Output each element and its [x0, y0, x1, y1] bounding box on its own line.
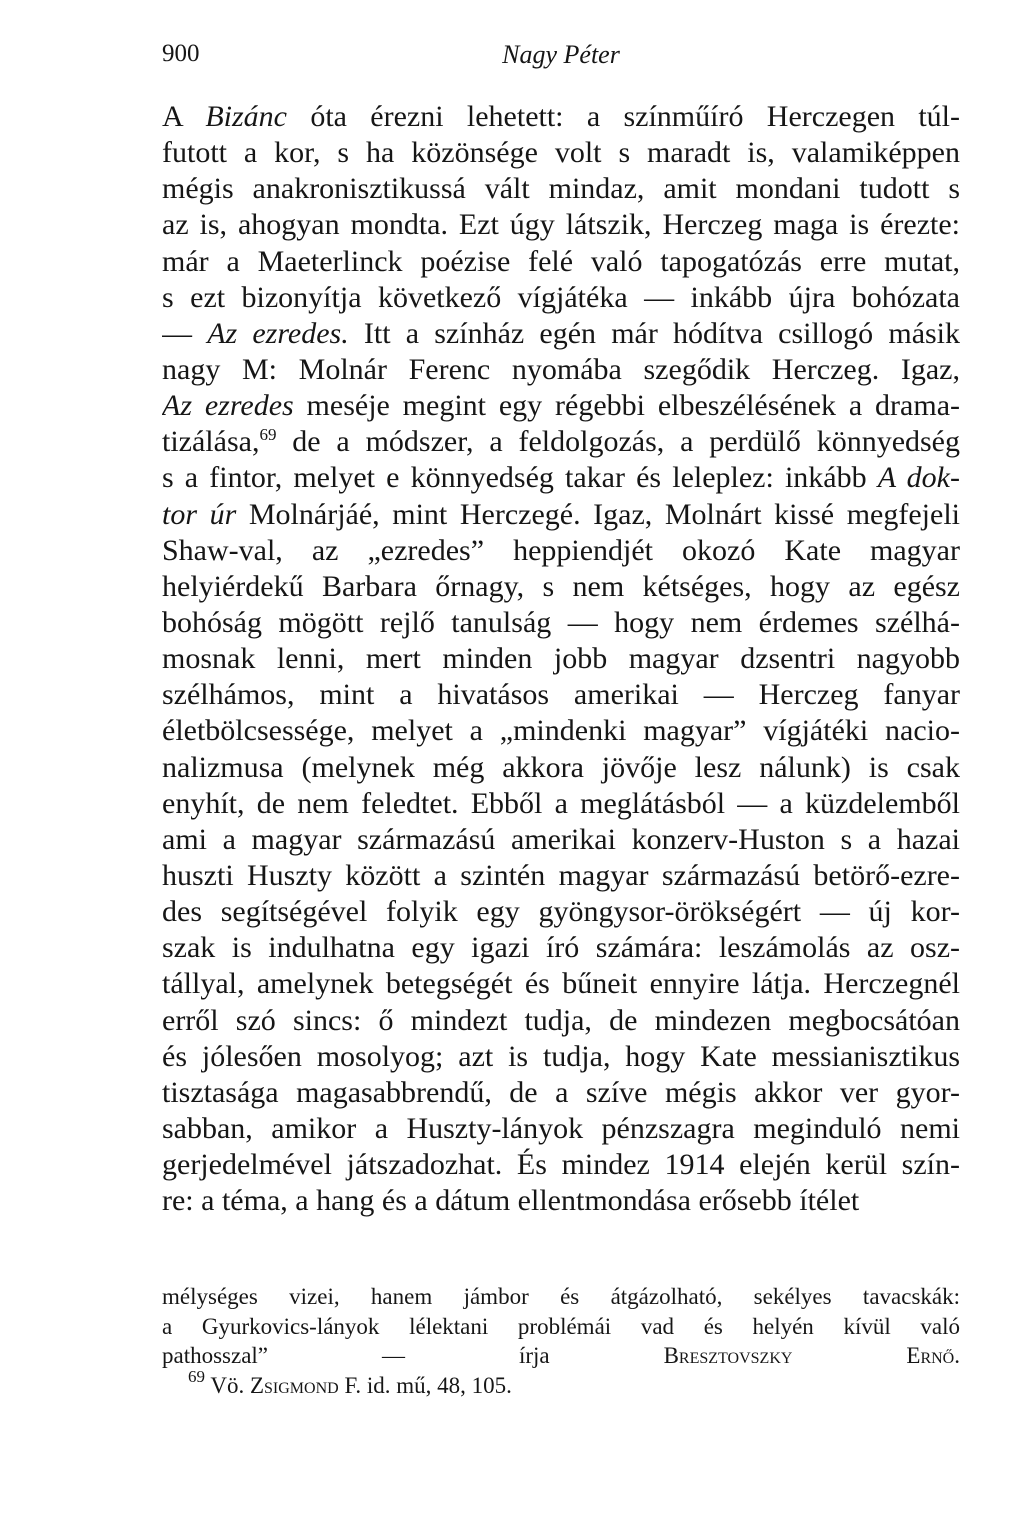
text-segment: bohóság mögött rejlő tanulság — hogy nem érdemes szélhá-	[162, 605, 960, 639]
text-line	[162, 569, 960, 605]
text-segment: s ezt bizonyítja következő vígjátéka — inkább újra bohózata	[162, 280, 960, 314]
running-head	[162, 40, 960, 76]
text-line	[162, 99, 960, 135]
text-segment: A	[162, 100, 206, 133]
text-line	[162, 244, 960, 280]
text-line	[162, 894, 960, 930]
text-line	[162, 1075, 960, 1111]
text-segment: de a módszer, a feldolgozás, a perdülő könnyedség	[276, 425, 960, 459]
body-text	[162, 99, 960, 1219]
text-line	[162, 533, 960, 569]
text-segment: helyiérdekű Barbara őrnagy, s nem kétséges, hogy az egész	[162, 569, 960, 603]
footnote-reference: 69	[259, 425, 277, 445]
text-line	[162, 605, 960, 641]
text-segment: tállyal, amelynek betegségét és bűneit ennyire látja. Herczegnél	[162, 967, 960, 1001]
text-segment: Bresztovszky Ernő	[663, 1343, 955, 1368]
text-segment: szélhámos, mint a hivatásos amerikai — Herczeg fanyar	[162, 678, 960, 712]
text-segment: nalizmusa (melynek még akkora jövője lesz nálunk) is csak	[162, 750, 960, 784]
text-segment: Zsigmond	[249, 1372, 339, 1398]
text-segment: tizálása,	[162, 425, 260, 459]
text-segment: már a Maeterlinck poézise felé való tapogatózás erre mutat,	[162, 244, 960, 278]
text-segment: .	[954, 1343, 960, 1368]
text-segment: Bizánc	[205, 100, 287, 133]
text-segment: Itt a színház egén már hódítva csillogó másik	[348, 316, 960, 350]
text-line	[162, 713, 960, 749]
text-segment: pathosszal” — írja	[162, 1343, 664, 1368]
text-segment: Az ezredes.	[207, 316, 349, 350]
text-segment: erről szó sincs: ő mindezt tudja, de mindezen megbocsátóan	[162, 1003, 960, 1037]
text-segment: Vö.	[205, 1372, 250, 1398]
text-segment: A dok-	[877, 461, 960, 495]
text-line	[162, 135, 960, 171]
text-line	[162, 460, 960, 496]
footnotes	[162, 1282, 960, 1400]
text-line	[162, 930, 960, 966]
text-segment: életbölcsessége, melyet a „mindenki magyar” vígjátéki nacio-	[162, 714, 960, 748]
text-segment: s a fintor, melyet e könnyedség takar és leleplez: inkább	[162, 461, 878, 495]
text-segment: mégis anakronisztikussá vált mindaz, amit mondani tudott s	[162, 172, 960, 206]
text-line	[162, 207, 960, 243]
footnote-reference: 69	[188, 1370, 205, 1386]
text-segment: re: a téma, a hang és a dátum ellentmondása erősebb ítélet	[162, 1184, 860, 1218]
text-segment: Shaw-val, az „ezredes” heppiendjét okozó Kate magyar	[162, 533, 960, 567]
running-title: Nagy Péter	[502, 40, 620, 69]
text-line	[162, 1183, 960, 1219]
text-line	[162, 171, 960, 207]
text-segment: gerjedelmével játszadozhat. És mindez 1914 elején kerül szín-	[162, 1148, 960, 1182]
text-segment: ami a magyar származású amerikai konzerv-Huston s a hazai	[162, 822, 960, 856]
text-segment: Molnárjáé, mint Herczegé. Igaz, Molnárt kissé megfejeli	[236, 497, 960, 531]
text-segment: és jólesően mosolyog; azt is tudja, hogy Kate messianisztikus	[162, 1039, 960, 1073]
text-line	[162, 641, 960, 677]
text-line	[162, 280, 960, 316]
text-segment: F. id. mű, 48, 105.	[338, 1372, 512, 1398]
text-segment: des segítségével folyik egy gyöngysor-örökségért — új kor-	[162, 895, 960, 929]
text-line	[162, 1111, 960, 1147]
text-line	[162, 424, 960, 460]
text-segment: meséje megint egy régebbi elbeszélésének a drama-	[293, 389, 960, 423]
text-segment: szak is indulhatna egy igazi író számára: leszámolás az osz-	[162, 931, 960, 965]
text-line	[162, 677, 960, 713]
page-number: 900	[162, 40, 200, 67]
text-line	[162, 388, 960, 424]
text-segment: a Gyurkovics-lányok lélektani problémái vad és helyén kívül való	[162, 1313, 960, 1339]
text-line	[162, 352, 960, 388]
text-segment: huszti Huszty között a szintén magyar származású betörő-ezre-	[162, 858, 960, 892]
text-segment: tor úr	[162, 497, 237, 531]
text-line	[162, 858, 960, 894]
text-segment: sabban, amikor a Huszty-lányok pénzszagra meginduló nemi	[162, 1111, 960, 1145]
footnote-line	[162, 1282, 960, 1312]
footnote-line	[162, 1341, 960, 1371]
text-segment: az is, ahogyan mondta. Ezt úgy látszik, Herczeg maga is érezte:	[162, 208, 960, 242]
text-segment: nagy M: Molnár Ferenc nyomába szegődik Herczeg. Igaz,	[162, 352, 960, 386]
footnote-line	[162, 1371, 960, 1401]
text-line	[162, 822, 960, 858]
text-line	[162, 750, 960, 786]
text-segment: mélységes vizei, hanem jámbor és átgázolható, sekélyes tavacskák:	[162, 1284, 960, 1309]
text-line	[162, 966, 960, 1002]
text-line	[162, 1147, 960, 1183]
text-segment: —	[162, 316, 208, 350]
text-line	[162, 786, 960, 822]
text-segment: futott a kor, s ha közönsége volt s maradt is, valamiképpen	[162, 136, 960, 170]
text-line	[162, 497, 960, 533]
text-line	[162, 316, 960, 352]
text-segment: mosnak lenni, mert minden jobb magyar dzsentri nagyobb	[162, 642, 960, 676]
text-segment: Az ezredes	[162, 389, 294, 423]
text-segment: enyhít, de nem feledtet. Ebből a meglátásból — a küzdelemből	[162, 786, 960, 820]
footnote-line	[162, 1312, 960, 1342]
text-segment: óta érezni lehetett: a színműíró Herczegen túl-	[287, 100, 960, 133]
text-segment: tisztasága magasabbrendű, de a szíve mégis akkor ver gyor-	[162, 1075, 960, 1109]
text-line	[162, 1039, 960, 1075]
text-line	[162, 1003, 960, 1039]
